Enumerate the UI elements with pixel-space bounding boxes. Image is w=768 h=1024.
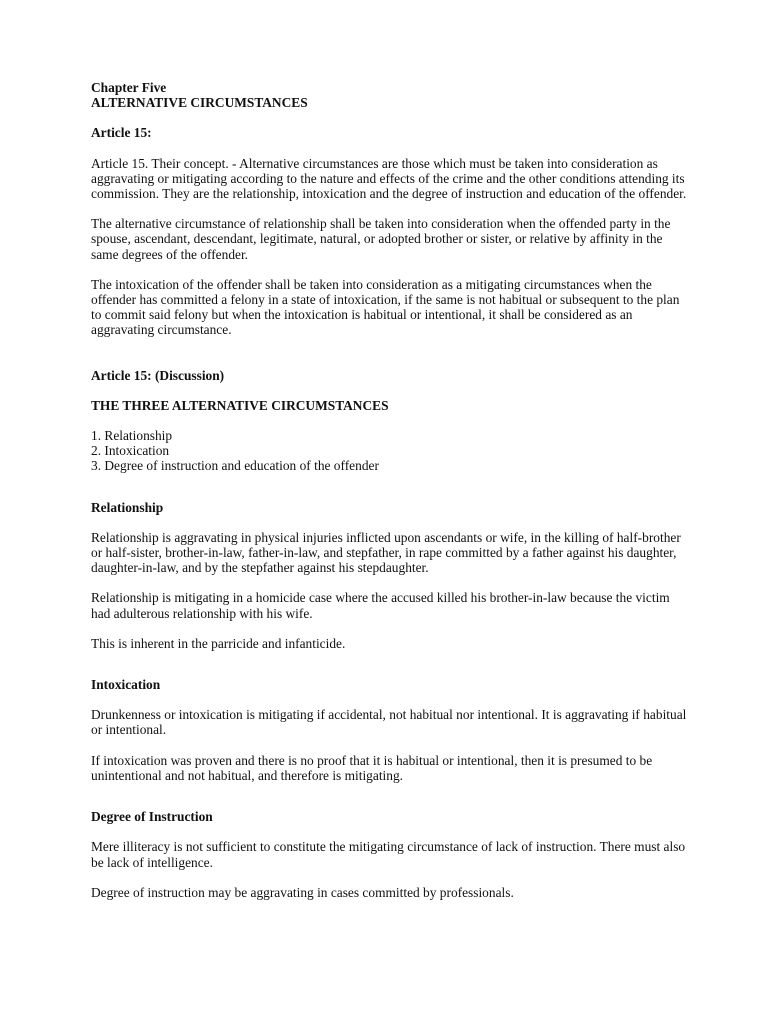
relationship-paragraph: Relationship is mitigating in a homicide case where the accused killed his brother-in-law because the victim had adulterous relationship with his wife. <box>91 590 670 621</box>
instruction-paragraph: Mere illiteracy is not sufficient to constitute the mitigating circumstance of lack of instruction. There must also be lack of intelligence. <box>91 839 686 870</box>
relationship-paragraph: Relationship is aggravating in physical injuries inflicted upon ascendants or wife, in the killing of half-brother or half-sister, brother-in-law, father-in-law, and stepfather, in rape committed by a father against his daughter, daughter-in-law, and by the stepfather against his stepdaughter. <box>91 529 681 576</box>
circumstances-list <box>91 428 691 474</box>
intoxication-heading: Intoxication <box>91 677 161 693</box>
relationship-heading: Relationship <box>91 499 164 515</box>
article-paragraph: Article 15. Their concept. - Alternative circumstances are those which must be taken into consideration as aggravating or mitigating according to the nature and effects of the crime and the other conditions attending its commission. They are the relationship, intoxication and the degree of instruction and education of the offender. <box>91 155 687 202</box>
list-item: 3. Degree of instruction and education of the offender <box>91 458 379 474</box>
discussion-heading: Article 15: (Discussion) <box>91 367 225 383</box>
document-page <box>91 80 691 900</box>
article-paragraph: The alternative circumstance of relationship shall be taken into consideration when the offended party in the spouse, ascendant, descendant, legitimate, natural, or adopted brother or sister, or relative by affinity in the same degrees of the offender. <box>91 216 671 262</box>
instruction-heading: Degree of Instruction <box>91 809 213 825</box>
chapter-label: Chapter Five <box>91 80 167 95</box>
instruction-paragraph: Degree of instruction may be aggravating in cases committed by professionals. <box>91 884 514 900</box>
three-circumstances-heading: THE THREE ALTERNATIVE CIRCUMSTANCES <box>91 397 389 413</box>
list-item: 1. Relationship <box>91 428 173 444</box>
list-item: 2. Intoxication <box>91 443 170 459</box>
intoxication-paragraph: Drunkenness or intoxication is mitigating if accidental, not habitual nor intentional. It is aggravating if habitual or intentional. <box>91 707 687 738</box>
relationship-paragraph: This is inherent in the parricide and infanticide. <box>91 635 346 651</box>
article-heading: Article 15: <box>91 125 152 141</box>
intoxication-paragraph: If intoxication was proven and there is no proof that it is habitual or intentional, then it is presumed to be unintentional and not habitual, and therefore is mitigating. <box>91 752 653 783</box>
chapter-title: ALTERNATIVE CIRCUMSTANCES <box>91 95 308 111</box>
article-paragraph: The intoxication of the offender shall be taken into consideration as a mitigating circumstances when the offender has committed a felony in a state of intoxication, if the same is not habitual or subsequent to the plan to commit said felony but when the intoxication is habitual or intentional, it shall be considered as an aggravating circumstance. <box>91 276 680 338</box>
